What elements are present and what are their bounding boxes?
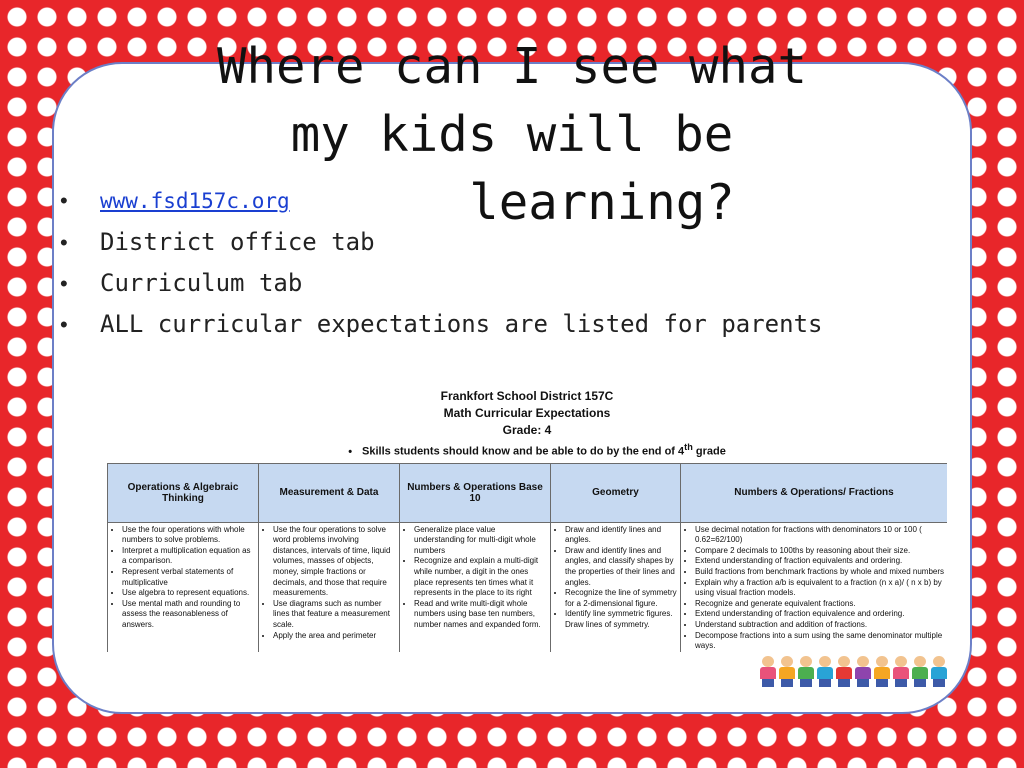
table-cell — [551, 522, 681, 652]
list-item: • Use the four operations to solve word problems involving distances, intervals of time, liquid volumes, masses of objects, money, simple fractions or decimals, and those that require measurements. — [273, 525, 396, 599]
list-item: • Interpret a multiplication equation as a comparison. — [122, 546, 255, 567]
table-row — [108, 522, 948, 652]
doc-skills-text: Skills students should know and be able to do by the end of 4 — [362, 445, 685, 458]
bullet-item-district-office — [60, 222, 822, 263]
doc-skills-end: grade — [692, 445, 726, 458]
bullet-list — [60, 180, 822, 345]
doc-district-name: Frankfort School District 157C — [440, 389, 614, 403]
kid-figure — [836, 656, 852, 687]
bullet-dot: • — [60, 271, 68, 296]
kid-figure — [817, 656, 833, 687]
list-item: • Apply the area and perimeter — [273, 631, 396, 642]
list-item: • Decompose fractions into a sum using the same denominator multiple ways. — [695, 631, 944, 652]
kid-figure — [912, 656, 928, 687]
list-item: • Use decimal notation for fractions with denominators 10 or 100 ( 0.62=62/100) — [695, 525, 944, 546]
list-item: • Identify line symmetric figures. Draw lines of symmetry. — [565, 609, 677, 630]
table-cell — [681, 522, 948, 652]
list-item: • Extend understanding of fraction equivalents and ordering. — [695, 556, 944, 567]
bullet-item-link — [60, 180, 822, 222]
column-header: Measurement & Data — [259, 463, 400, 522]
list-item: • Generalize place value understanding for multi-digit whole numbers — [414, 525, 547, 557]
doc-skills-sup: th — [684, 442, 693, 452]
table-cell — [108, 522, 259, 652]
kid-figure — [798, 656, 814, 687]
kid-figure — [931, 656, 947, 687]
table-header-row — [108, 463, 948, 522]
bullet-item-expectations — [60, 304, 822, 345]
table-cell — [259, 522, 400, 652]
bullet-item-curriculum — [60, 263, 822, 304]
district-website-link[interactable]: www.fsd157c.org — [100, 189, 290, 213]
list-item: • Extend understanding of fraction equivalence and ordering. — [695, 609, 944, 620]
list-item: • Recognize and explain a multi-digit while number, a digit in the ones place represents ten times what it represents in the place to its right — [414, 556, 547, 598]
doc-grade: Grade: 4 — [502, 423, 552, 437]
list-item: • Use the four operations with whole numbers to solve problems. — [122, 525, 255, 546]
list-item: • Read and write multi-digit whole numbers using base ten numbers, number names and expanded form. — [414, 599, 547, 631]
title-line-1: Where can I see what — [216, 38, 807, 95]
list-item: • Explain why a fraction a/b is equivalent to a fraction (n x a)/ ( n x b) by using visual fraction models. — [695, 578, 944, 599]
list-item: • Use algebra to represent equations. — [122, 588, 255, 599]
list-item: • Recognize the line of symmetry for a 2-dimensional figure. — [565, 588, 677, 609]
list-item: • Understand subtraction and addition of fractions. — [695, 620, 944, 631]
bullet-dot: • — [60, 188, 68, 213]
bullet-dot: • — [60, 230, 68, 255]
kids-clipart-icon — [760, 655, 945, 687]
column-header: Geometry — [551, 463, 681, 522]
kid-figure — [855, 656, 871, 687]
list-item: • Build fractions from benchmark fractions by whole and mixed numbers — [695, 567, 944, 578]
bullet-text: Curriculum tab — [100, 269, 303, 297]
column-header: Numbers & Operations Base 10 — [400, 463, 551, 522]
bullet-text: District office tab — [100, 228, 375, 256]
curriculum-document-image — [107, 388, 947, 658]
table-cell — [400, 522, 551, 652]
bullet-dot: • — [60, 312, 68, 337]
doc-subject: Math Curricular Expectations — [443, 406, 611, 420]
doc-skills-line — [127, 439, 947, 460]
kid-figure — [760, 656, 776, 687]
doc-bullet: • — [348, 445, 353, 458]
column-header: Numbers & Operations/ Fractions — [681, 463, 948, 522]
list-item: • Recognize and generate equivalent fractions. — [695, 599, 944, 610]
kid-figure — [779, 656, 795, 687]
title-line-2: my kids will be — [290, 106, 734, 163]
title-line-3: learning? — [469, 174, 735, 231]
list-item: • Use mental math and rounding to assess the reasonableness of answers. — [122, 599, 255, 631]
list-item: • Use diagrams such as number lines that feature a measurement scale. — [273, 599, 396, 631]
bullet-text: ALL curricular expectations are listed for parents — [100, 310, 823, 338]
list-item: • Compare 2 decimals to 100ths by reasoning about their size. — [695, 546, 944, 557]
list-item: • Draw and identify lines and angles, and classify shapes by the properties of their lines and angles. — [565, 546, 677, 588]
kid-figure — [874, 656, 890, 687]
column-header: Operations & Algebraic Thinking — [108, 463, 259, 522]
kid-figure — [893, 656, 909, 687]
list-item: • Represent verbal statements of multiplicative — [122, 567, 255, 588]
list-item: • Draw and identify lines and angles. — [565, 525, 677, 546]
curriculum-table — [107, 463, 947, 652]
